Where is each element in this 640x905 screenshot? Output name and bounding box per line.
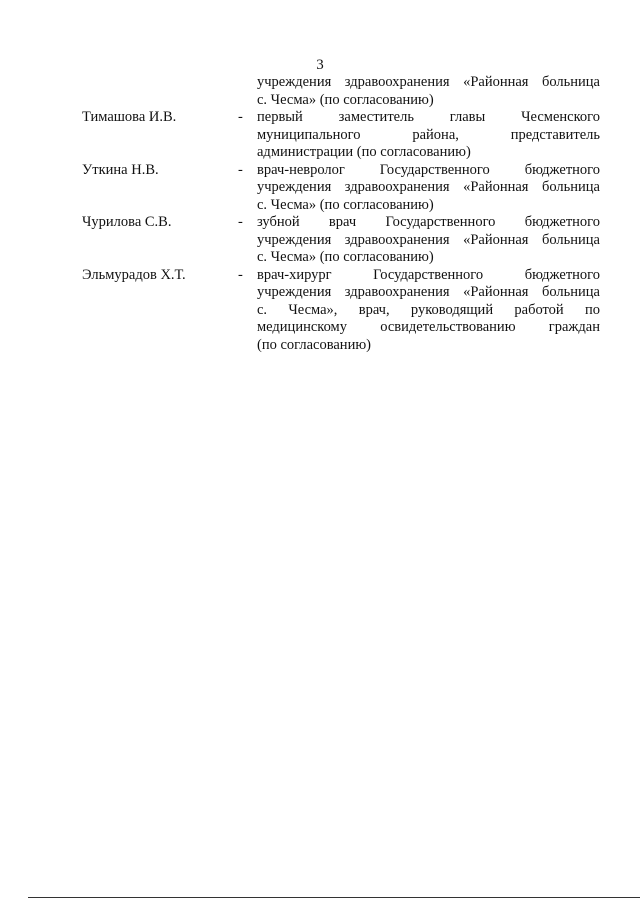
member-description <box>257 214 600 267</box>
dash-separator: - <box>238 161 243 178</box>
description-line: врач-хирург Государственного бюджетного <box>257 266 600 283</box>
description-line: зубной врач Государственного бюджетного <box>257 214 600 230</box>
list-item <box>0 267 640 355</box>
member-description <box>257 74 600 109</box>
description-line: муниципального района, представитель <box>257 126 600 143</box>
description-line: администрации (по согласованию) <box>257 144 471 160</box>
dash-separator: - <box>238 109 243 125</box>
page-number: 3 <box>316 57 324 73</box>
description-line: учреждения здравоохранения «Районная больница <box>257 179 600 195</box>
description-line: первый заместитель главы Чесменского <box>257 109 600 125</box>
member-description <box>257 109 600 162</box>
description-line: учреждения здравоохранения «Районная больница <box>257 74 600 90</box>
list-item <box>0 214 640 267</box>
member-description <box>257 162 600 215</box>
page-bottom-rule <box>28 897 640 898</box>
dash-separator: - <box>238 266 243 283</box>
member-name: Уткина Н.В. <box>82 161 159 178</box>
description-line: (по согласованию) <box>257 336 371 353</box>
member-name: Эльмурадов Х.Т. <box>82 266 186 283</box>
description-line: врач-невролог Государственного бюджетного <box>257 161 600 178</box>
commission-member-list <box>0 74 640 354</box>
description-line: с. Чесма» (по согласованию) <box>257 249 434 265</box>
description-line: учреждения здравоохранения «Районная больница <box>257 231 600 248</box>
member-description <box>257 267 600 355</box>
member-name: Чурилова С.В. <box>82 214 172 230</box>
list-item <box>0 162 640 215</box>
description-line: медицинскому освидетельствованию граждан <box>257 319 600 335</box>
description-line: с. Чесма» (по согласованию) <box>257 91 434 108</box>
description-line: учреждения здравоохранения «Районная больница <box>257 284 600 300</box>
list-item <box>0 109 640 162</box>
member-name: Тимашова И.В. <box>82 109 177 125</box>
description-line: с. Чесма» (по согласованию) <box>257 196 434 213</box>
description-line: с. Чесма», врач, руководящий работой по <box>257 301 600 318</box>
dash-separator: - <box>238 214 243 230</box>
list-item <box>0 74 640 109</box>
